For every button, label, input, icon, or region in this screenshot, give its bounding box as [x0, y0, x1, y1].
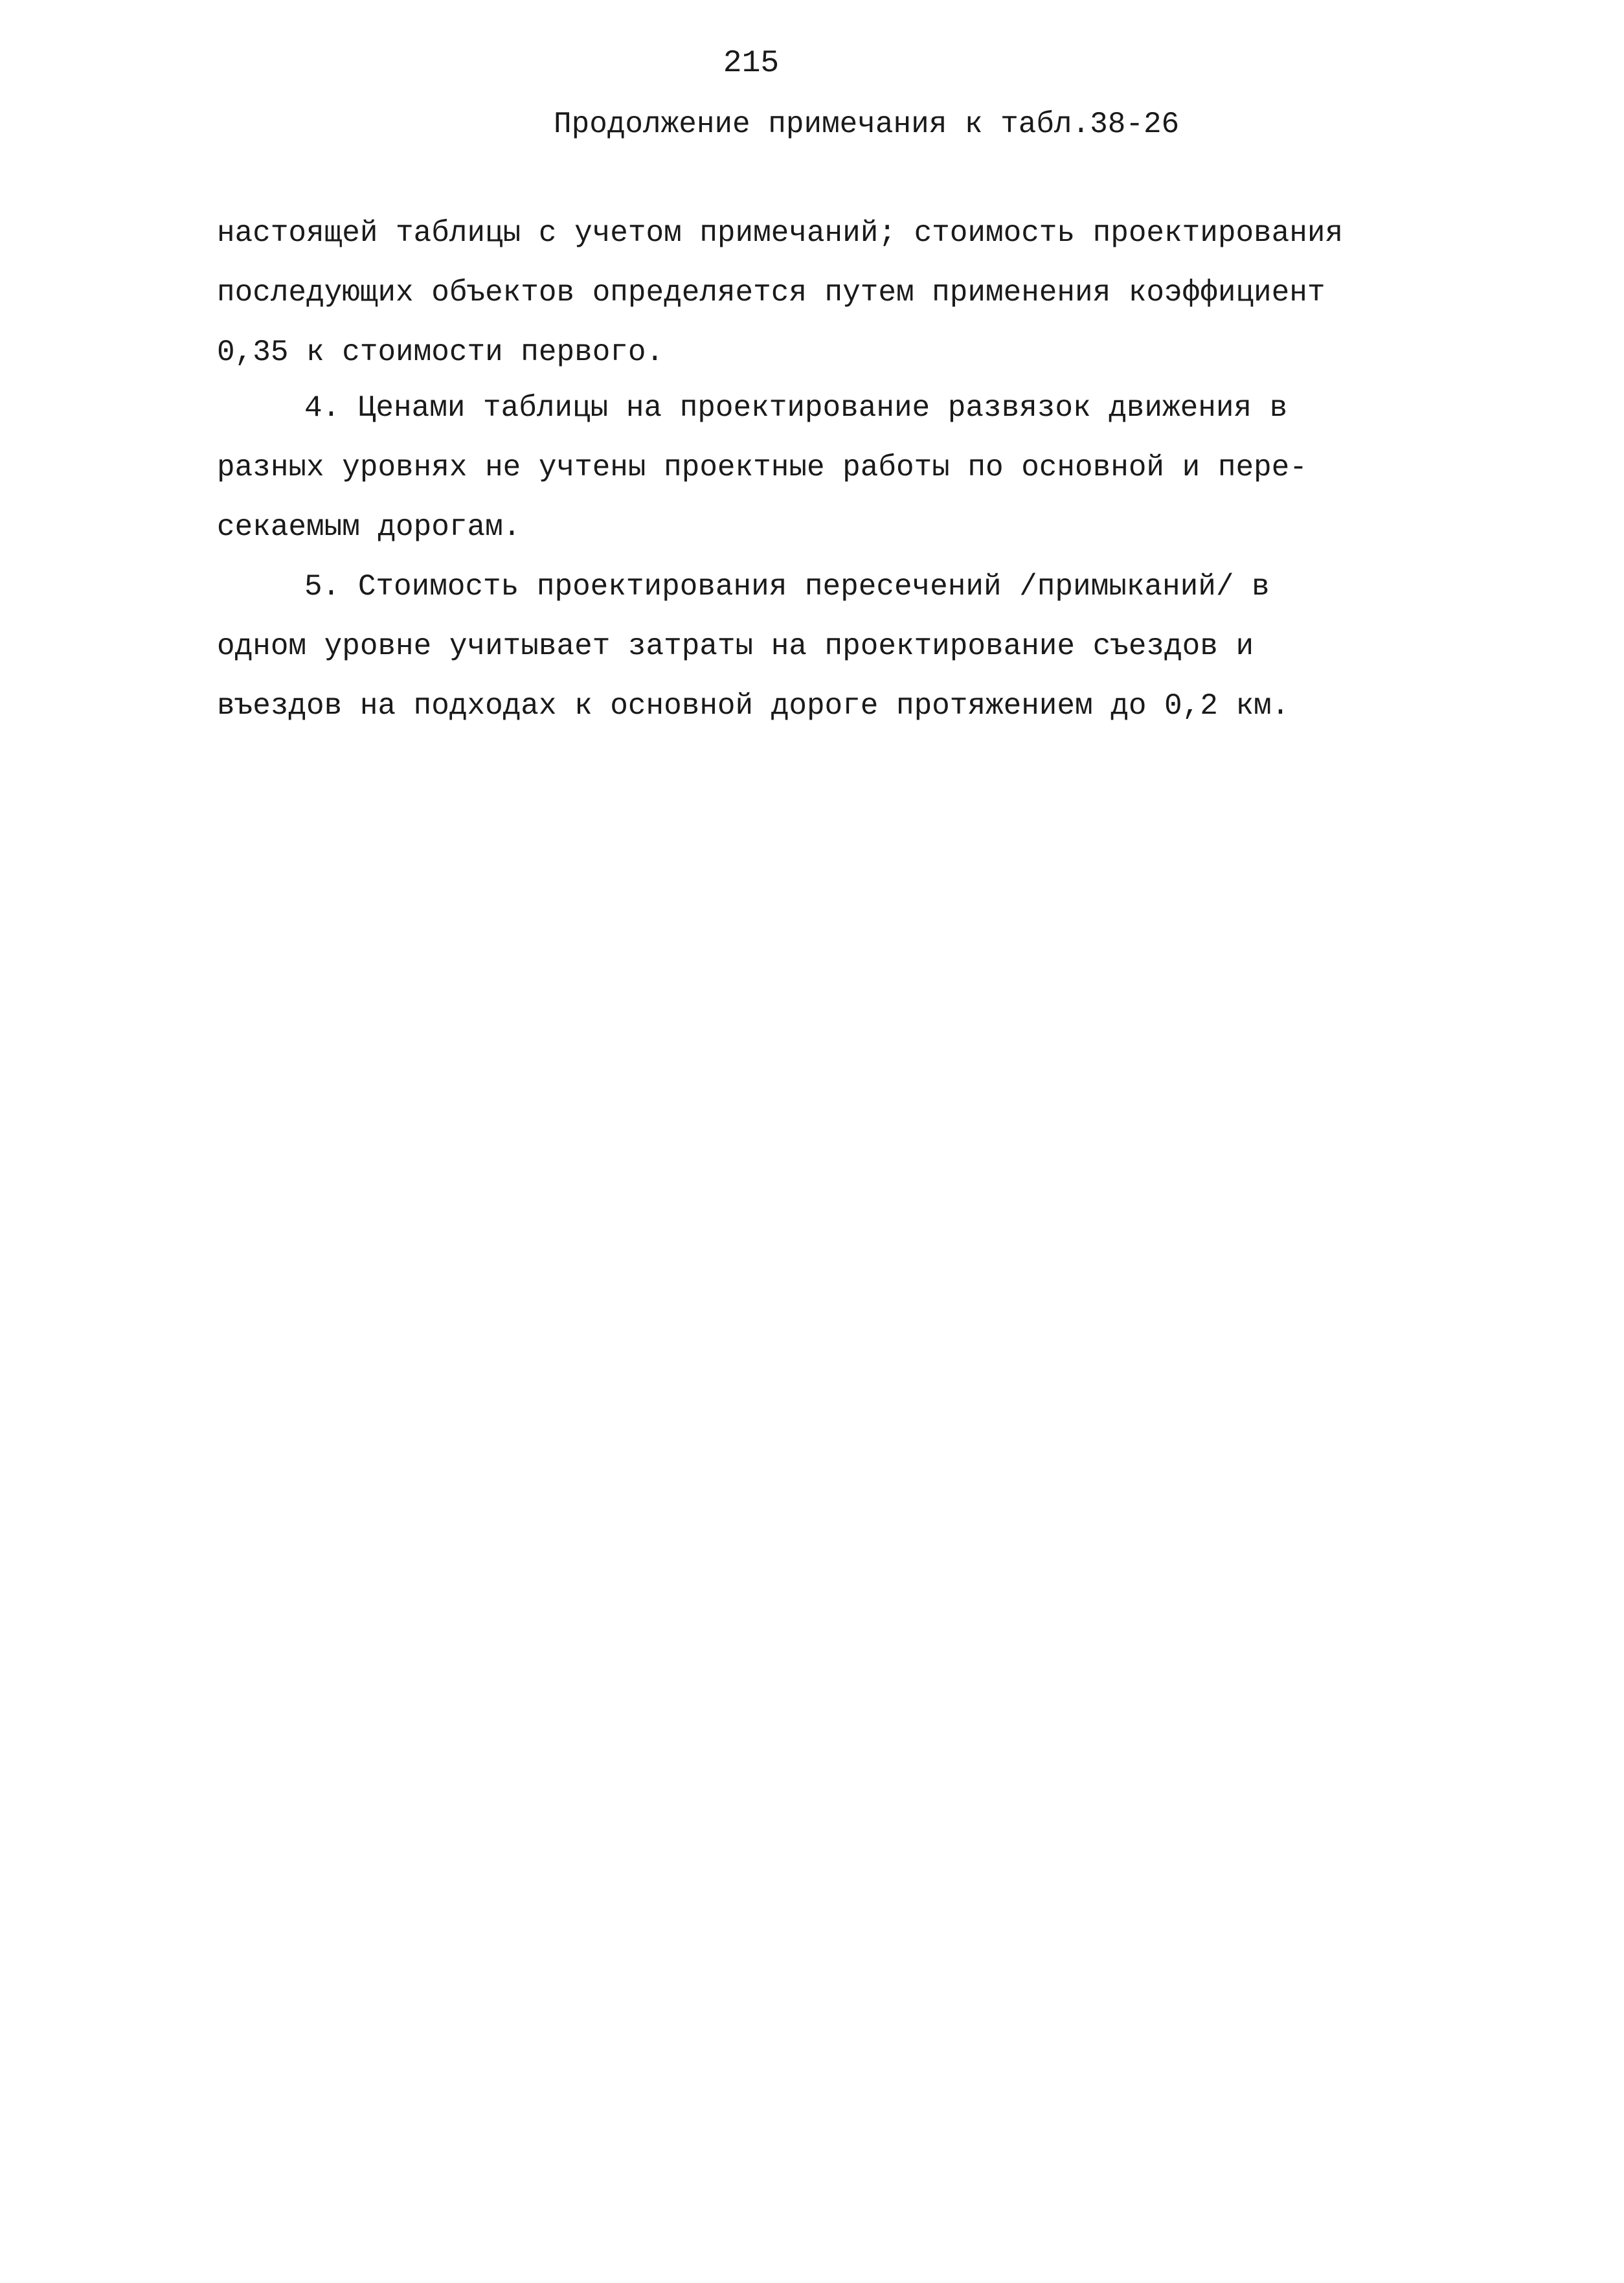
text-line: одном уровне учитывает затраты на проектирование съездов и: [217, 630, 1254, 663]
note-5-line: 5. Стоимость проектирования пересечений /примыканий/ в: [304, 570, 1270, 604]
text-line: секаемым дорогам.: [217, 510, 521, 544]
continuation-title: Продолжение примечания к табл.38-26: [554, 108, 1180, 141]
note-4-line: 4. Ценами таблицы на проектирование развязок движения в: [304, 391, 1288, 425]
text-line: настоящей таблицы с учетом примечаний; стоимость проектирования: [217, 216, 1344, 250]
text-line: 0,35 к стоимости первого.: [217, 335, 664, 369]
text-line: последующих объектов определяется путем применения коэффициент: [217, 276, 1325, 310]
page-number: 215: [723, 46, 780, 81]
text-line: въездов на подходах к основной дороге протяжением до 0,2 км.: [217, 689, 1290, 723]
text-line: разных уровнях не учтены проектные работы по основной и пере-: [217, 451, 1307, 484]
